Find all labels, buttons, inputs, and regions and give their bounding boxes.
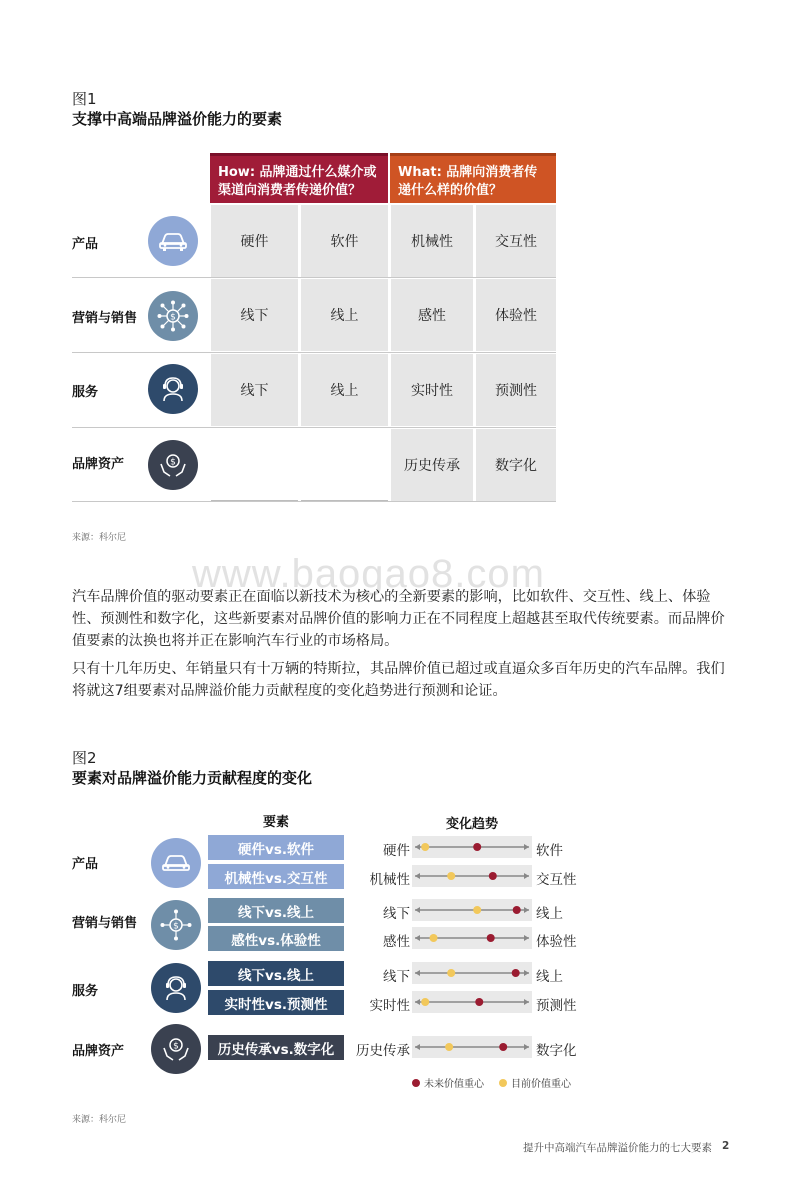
arrow-head-icon (415, 844, 420, 850)
group-label-brand-assets: 品牌资产 (72, 1044, 125, 1059)
cell-online: 线上 (301, 279, 388, 351)
cell-offline: 线下 (211, 279, 298, 351)
current-value-dot (473, 906, 481, 914)
what-header: What: 品牌向消费者传递什么样的价值？ (390, 153, 556, 203)
row-divider (72, 501, 556, 502)
arrow-head-icon (524, 873, 529, 879)
paragraph-1: 汽车品牌价值的驱动要素正在面临以新技术为核心的全新要素的影响，比如软件、交互性、线上、体验性、预测性和数字化，这些新要素对品牌价值的影响力正在不同程度上超越甚至取代传统要素。而品牌价值要素的汰换也将并正在影响汽车行业的市场格局。 (72, 589, 725, 649)
row-divider (72, 277, 556, 278)
trend-left-label: 硬件 (383, 843, 410, 859)
cell-online: 线上 (301, 354, 388, 426)
car-icon (151, 838, 201, 888)
trend-axis (412, 991, 532, 1013)
current-value-dot (445, 1043, 453, 1051)
fig2-source: 来源：科尔尼 (72, 1115, 127, 1125)
current-dot-icon (499, 1079, 507, 1087)
trend-right-label: 软件 (536, 843, 563, 859)
fig2-label: 图2 (72, 749, 97, 767)
element-pill: 历史传承vs.数字化 (208, 1035, 344, 1060)
trend-band (412, 865, 532, 887)
future-value-dot (487, 934, 495, 942)
cell-hardware: 硬件 (211, 205, 298, 277)
future-dot-icon (412, 1079, 420, 1087)
watermark: www.baogao8.com (192, 552, 545, 596)
trend-band (412, 962, 532, 984)
cell-digital: 数字化 (476, 429, 556, 501)
current-value-dot (447, 969, 455, 977)
row-label-brand-assets: 品牌资产 (72, 457, 125, 472)
future-value-dot (475, 998, 483, 1006)
current-value-dot (430, 934, 438, 942)
trend-band (412, 836, 532, 858)
future-value-dot (512, 969, 520, 977)
cell-emotional: 感性 (391, 279, 473, 351)
element-pill: 线下vs.线上 (208, 898, 344, 923)
trend-axis (412, 836, 532, 858)
trend-axis (412, 865, 532, 887)
trend-left-label: 机械性 (369, 872, 410, 888)
svg-text:$: $ (170, 457, 176, 468)
cell-predictive: 预测性 (476, 354, 556, 426)
arrow-head-icon (415, 999, 420, 1005)
legend-current-label: 目前价值重心 (511, 1079, 571, 1090)
trend-right-label: 线上 (536, 906, 563, 922)
arrow-head-icon (524, 907, 529, 913)
headset-agent-icon (151, 963, 201, 1013)
trend-right-label: 体验性 (536, 934, 577, 950)
cell-realtime: 实时性 (391, 354, 473, 426)
trend-axis (412, 962, 532, 984)
paragraph-2: 只有十几年历史、年销量只有十万辆的特斯拉，其品牌价值已超过或直逼众多百年历史的汽车品牌。我们将就这7组要素对品牌溢价能力贡献程度的变化趋势进行预测和论证。 (72, 661, 725, 699)
element-pill: 硬件vs.软件 (208, 835, 344, 860)
arrow-head-icon (415, 907, 420, 913)
current-value-dot (421, 998, 429, 1006)
svg-text:$: $ (170, 312, 176, 323)
how-header: How: 品牌通过什么媒介或渠道向消费者传递价值？ (210, 153, 388, 203)
hands-coin-icon (151, 1024, 201, 1074)
arrow-head-icon (524, 935, 529, 941)
element-pill: 机械性vs.交互性 (208, 864, 344, 889)
cell-software: 软件 (301, 205, 388, 277)
legend-future (412, 1075, 484, 1090)
element-pill: 线下vs.线上 (208, 961, 344, 986)
row-label-marketing: 营销与销售 (72, 311, 138, 326)
trend-right-label: 数字化 (536, 1043, 577, 1059)
row-divider (72, 427, 556, 428)
legend-current (499, 1075, 571, 1090)
trend-band (412, 927, 532, 949)
hands-coin-icon (148, 440, 198, 490)
car-icon (148, 216, 198, 266)
fig1-label: 图1 (72, 90, 97, 108)
cell-interactive: 交互性 (476, 205, 556, 277)
future-value-dot (499, 1043, 507, 1051)
cell-experiential: 体验性 (476, 279, 556, 351)
arrow-head-icon (524, 970, 529, 976)
current-value-dot (421, 843, 429, 851)
row-label-product: 产品 (72, 237, 99, 252)
col-elements-header: 要素 (262, 815, 289, 830)
empty-cell-line (301, 500, 388, 501)
network-money-icon (151, 900, 201, 950)
page-number: 2 (722, 1140, 730, 1152)
trend-left-label: 感性 (383, 934, 410, 950)
cell-offline: 线下 (211, 354, 298, 426)
arrow-head-icon (415, 873, 420, 879)
trend-left-label: 线下 (383, 969, 410, 985)
cell-heritage: 历史传承 (391, 429, 473, 501)
arrow-head-icon (415, 1044, 420, 1050)
svg-text:$: $ (173, 921, 179, 932)
trend-band (412, 899, 532, 921)
trend-band (412, 991, 532, 1013)
headset-agent-icon (148, 364, 198, 414)
future-value-dot (513, 906, 521, 914)
trend-axis (412, 899, 532, 921)
network-money-icon (148, 291, 198, 341)
element-pill: 实时性vs.预测性 (208, 990, 344, 1015)
group-label-marketing: 营销与销售 (72, 916, 138, 931)
trend-right-label: 交互性 (536, 872, 577, 888)
col-trend-header: 变化趋势 (445, 817, 498, 832)
arrow-head-icon (415, 970, 420, 976)
cell-mechanical: 机械性 (391, 205, 473, 277)
fig1-title: 支撑中高端品牌溢价能力的要素 (72, 110, 283, 128)
legend-future-label: 未来价值重心 (424, 1079, 484, 1090)
group-label-product: 产品 (72, 857, 99, 872)
element-pill: 感性vs.体验性 (208, 926, 344, 951)
empty-cell-line (211, 500, 298, 501)
trend-axis (412, 1036, 532, 1058)
footer-title: 提升中高端汽车品牌溢价能力的七大要素 (523, 1142, 712, 1154)
fig1-source: 来源：科尔尼 (72, 533, 127, 543)
trend-right-label: 预测性 (536, 998, 577, 1014)
arrow-head-icon (524, 1044, 529, 1050)
trend-left-label: 历史传承 (356, 1043, 410, 1059)
future-value-dot (489, 872, 497, 880)
trend-left-label: 实时性 (369, 998, 410, 1014)
trend-axis (412, 927, 532, 949)
arrow-head-icon (524, 844, 529, 850)
svg-text:$: $ (173, 1041, 179, 1052)
row-divider (72, 352, 556, 353)
trend-band (412, 1036, 532, 1058)
current-value-dot (447, 872, 455, 880)
group-label-service: 服务 (72, 984, 99, 999)
arrow-head-icon (415, 935, 420, 941)
row-label-service: 服务 (72, 385, 99, 400)
trend-left-label: 线下 (383, 906, 410, 922)
fig2-title: 要素对品牌溢价能力贡献程度的变化 (72, 769, 313, 787)
future-value-dot (473, 843, 481, 851)
trend-right-label: 线上 (536, 969, 563, 985)
arrow-head-icon (524, 999, 529, 1005)
